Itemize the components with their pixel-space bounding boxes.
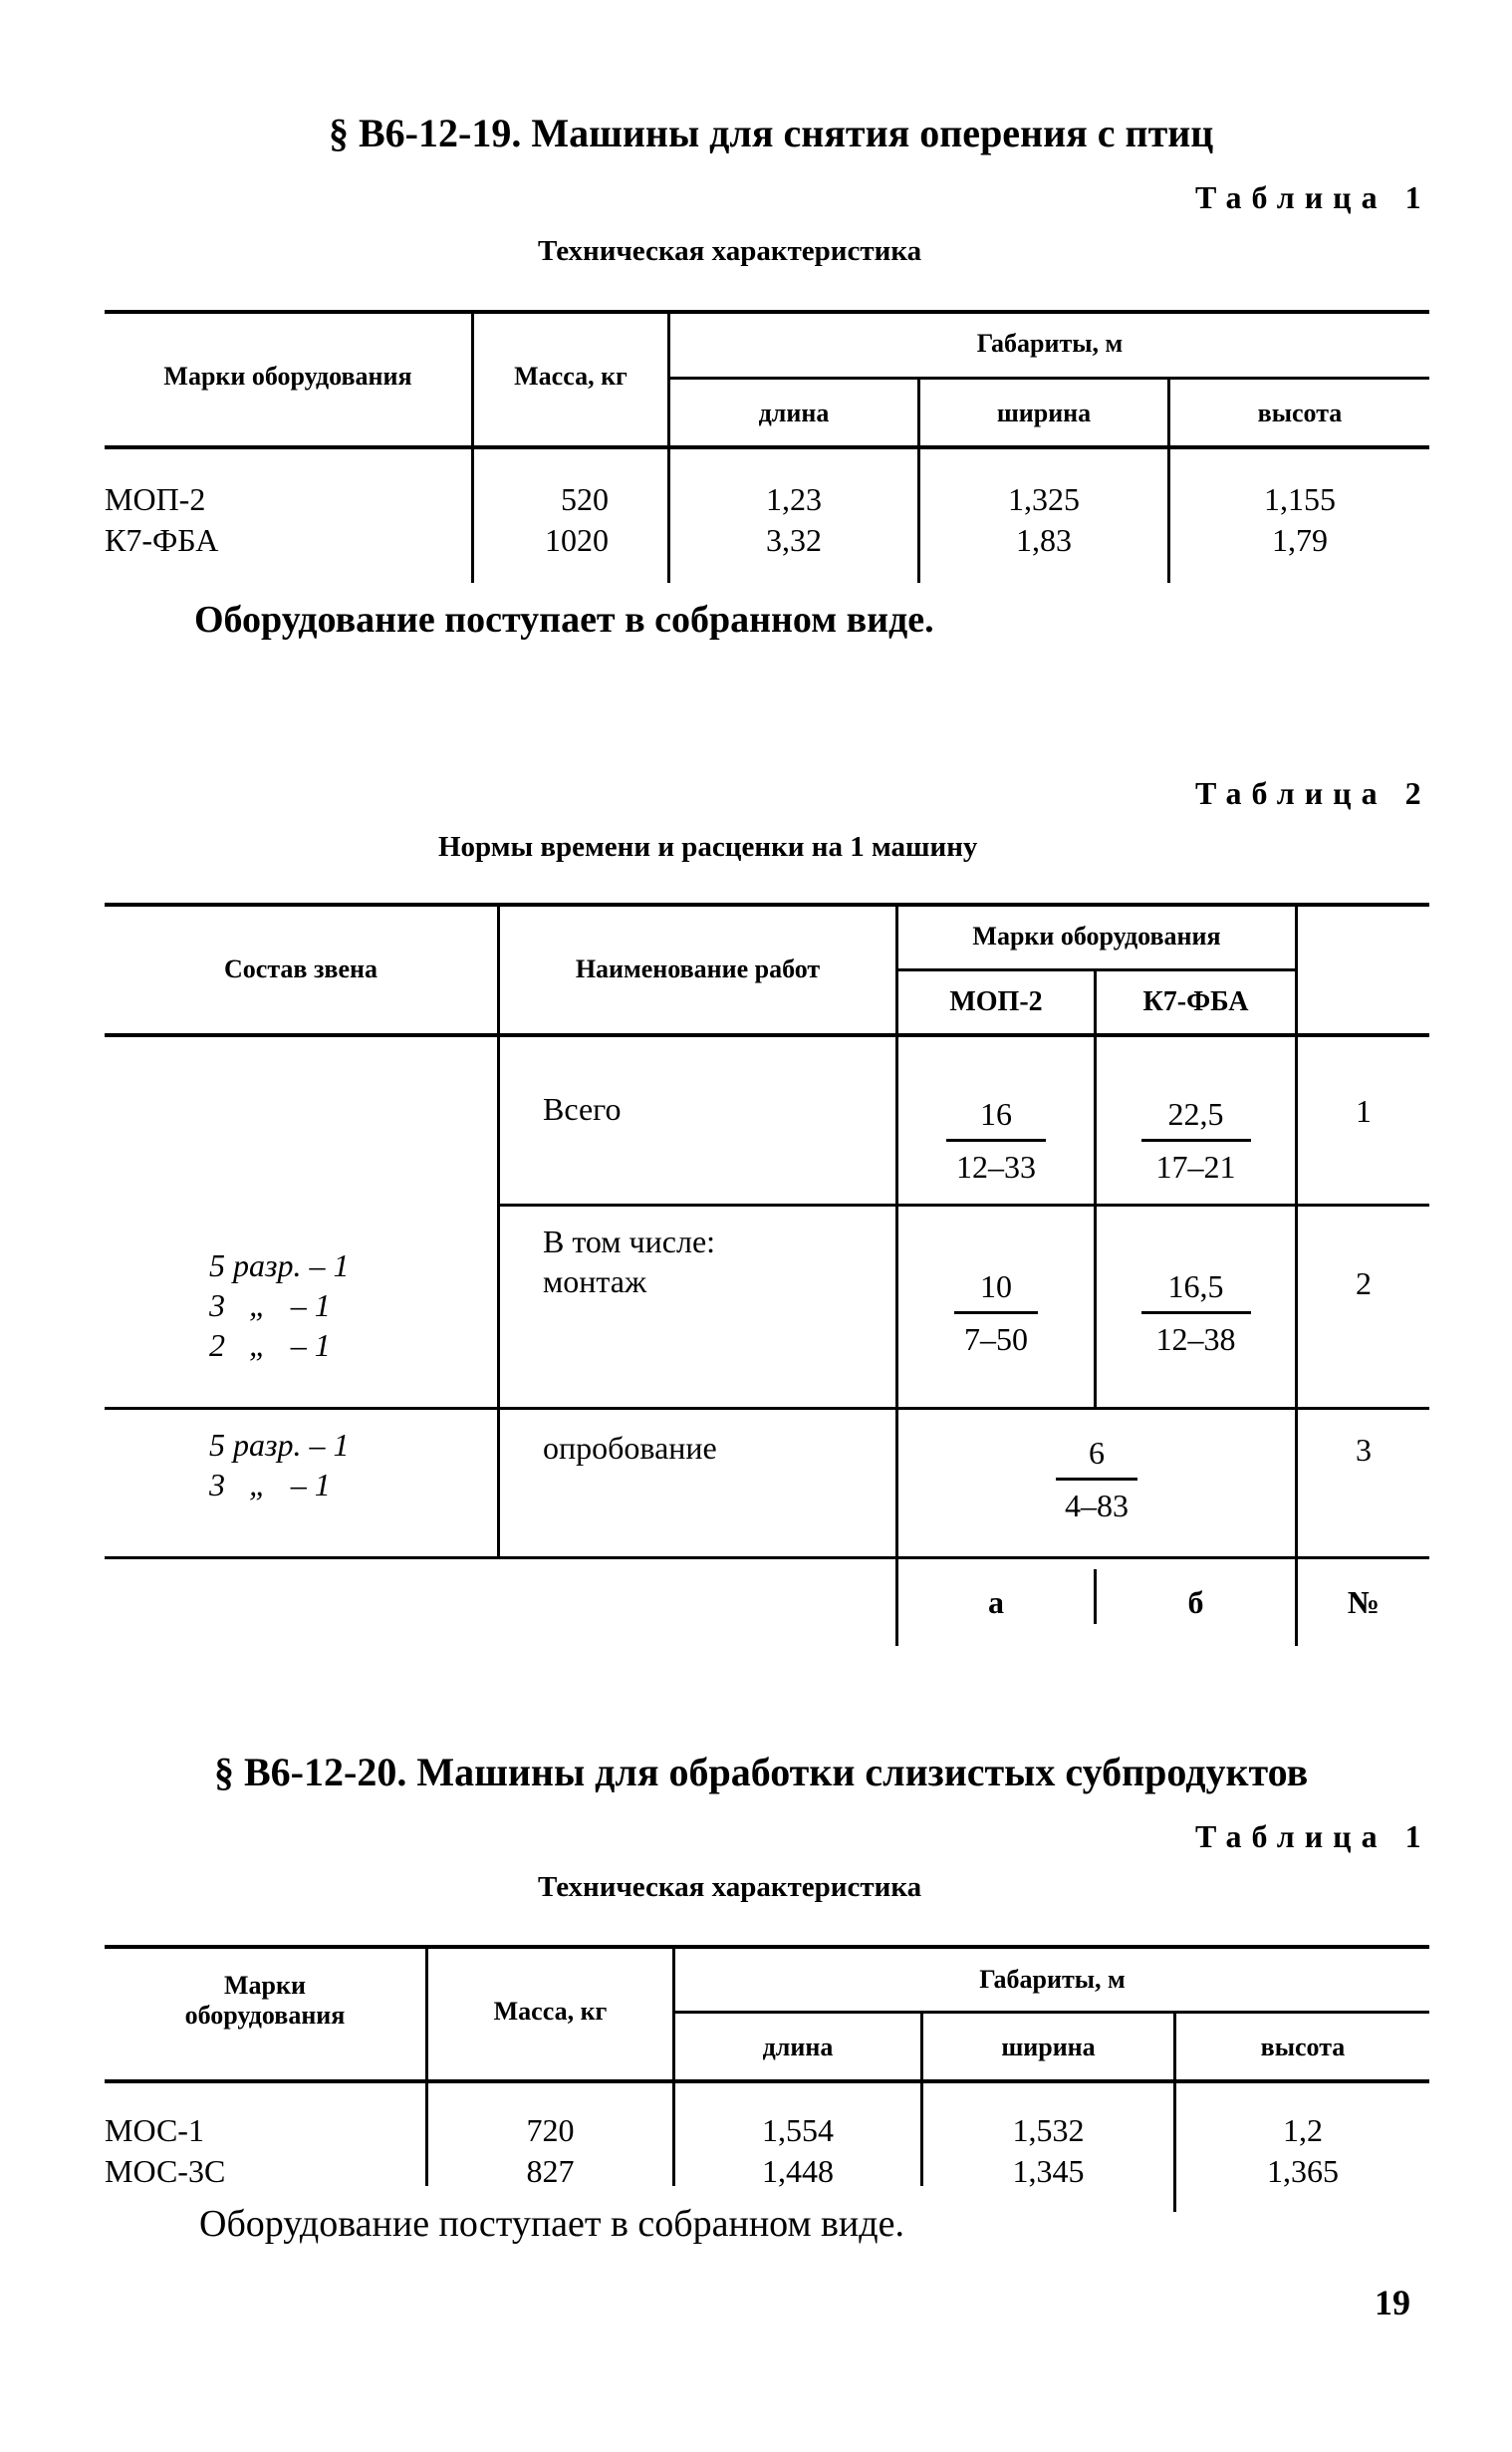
row-number: 1 [1356,1093,1372,1129]
cell-length: 3,32 [766,522,822,558]
col-header-brand: Марки оборудования [163,362,412,391]
table-caption-2: Нормы времени и расценки на 1 машину [438,831,978,863]
table-rule [497,905,500,1558]
work-name-line1: В том числе: [543,1224,716,1259]
cell-brand: МОП-2 [105,481,206,517]
table-rule [105,1556,1429,1559]
work-name: монтаж [543,1263,647,1299]
table-rule [672,2011,1429,2014]
table-rule [105,903,1429,907]
norm-value: 22,5 [1167,1096,1224,1132]
rate-value: 4–83 [1065,1488,1129,1523]
rate-fraction [898,1430,1295,1528]
table-label-1: Таблица 1 [1195,179,1431,215]
col-header-width: ширина [1001,2033,1096,2061]
section-heading-2: § В6-12-20. Машины для обработки слизистых субпродуктов [214,1750,1309,1794]
cell-height: 1,365 [1267,2153,1339,2189]
col-header-mop2: МОП-2 [949,986,1043,1017]
rate-value: 7–50 [964,1321,1028,1357]
table-rule [105,1033,1429,1037]
cell-height: 1,2 [1283,2112,1323,2148]
footer-col-no: № [1347,1584,1381,1620]
col-header-crew: Состав звена [224,954,378,983]
rate-fraction [1097,1091,1295,1190]
cell-width: 1,345 [1012,2153,1085,2189]
table-rule [105,445,1429,449]
col-header-dims: Габариты, м [976,329,1124,358]
cell-height: 1,155 [1264,481,1336,517]
table-caption-1: Техническая характеристика [538,235,922,267]
row-number: 2 [1356,1265,1372,1301]
page-number: 19 [1375,2283,1410,2322]
table-rule [667,377,1429,380]
col-header-mass: Масса, кг [493,1997,608,2026]
norm-value: 16,5 [1167,1268,1224,1304]
rate-fraction [898,1263,1094,1362]
col-header-work: Наименование работ [575,954,821,983]
table-caption-3: Техническая характеристика [538,1871,922,1903]
fraction-bar [946,1139,1046,1142]
cell-height: 1,79 [1272,522,1328,558]
col-header-mass: Масса, кг [514,362,628,391]
rate-fraction [1097,1263,1295,1362]
section-heading-1: § В6-12-19. Машины для снятия оперения с птиц [329,111,1214,155]
work-name: опробование [543,1430,717,1466]
rate-value: 12–33 [956,1149,1036,1185]
fraction-bar [954,1311,1038,1314]
cell-width: 1,325 [1008,481,1080,517]
cell-length: 1,554 [762,2112,834,2148]
cell-length: 1,23 [766,481,822,517]
col-header-length: длина [758,399,830,427]
table-rule [498,1204,1429,1207]
col-header-height: высота [1257,399,1343,427]
crew-composition: 5 разр. – 1 3 „ – 1 2 „ – 1 [209,1247,350,1363]
table-label-3: Таблица 1 [1195,1818,1431,1854]
norm-value: 16 [980,1096,1012,1132]
fraction-bar [1056,1478,1137,1481]
cell-length: 1,448 [762,2153,834,2189]
cell-brand: МОС-3С [105,2153,226,2189]
table-label-2: Таблица 2 [1195,775,1431,811]
row-number: 3 [1356,1432,1372,1468]
cell-mass: 720 [526,2112,575,2148]
norm-value: 10 [980,1268,1012,1304]
col-header-brand-line1: Марки [224,1971,306,2000]
table-rule [105,1407,1429,1410]
rate-value: 17–21 [1155,1149,1236,1185]
table-rule [105,310,1429,314]
assembly-note-1: Оборудование поступает в собранном виде. [194,599,934,641]
cell-mass: 1020 [545,522,609,558]
cell-mass: 827 [526,2153,575,2189]
assembly-note-2: Оборудование поступает в собранном виде. [199,2203,904,2245]
rate-value: 12–38 [1155,1321,1236,1357]
crew-composition: 5 разр. – 1 3 „ – 1 [209,1427,350,1502]
footer-col-a: а [988,1584,1004,1620]
col-header-width: ширина [996,399,1092,427]
norm-value: 6 [1089,1435,1105,1471]
cell-brand: МОС-1 [105,2112,204,2148]
col-header-length: длина [762,2033,834,2061]
col-header-height: высота [1260,2033,1346,2061]
cell-width: 1,532 [1012,2112,1085,2148]
footer-col-b: б [1187,1584,1204,1620]
rate-fraction [898,1091,1094,1190]
col-header-brands: Марки оборудования [972,922,1221,951]
fraction-bar [1141,1311,1251,1314]
col-header-k7fba: К7-ФБА [1142,986,1249,1017]
table-rule [105,1945,1429,1949]
cell-brand: К7-ФБА [105,522,219,558]
work-name: Всего [543,1091,622,1127]
table-rule [425,1947,428,2186]
table-rule [105,2079,1429,2083]
cell-mass: 520 [561,481,609,517]
col-header-dims: Габариты, м [979,1965,1126,1994]
col-header-brand-line2: оборудования [184,2001,346,2030]
cell-width: 1,83 [1016,522,1072,558]
fraction-bar [1141,1139,1251,1142]
